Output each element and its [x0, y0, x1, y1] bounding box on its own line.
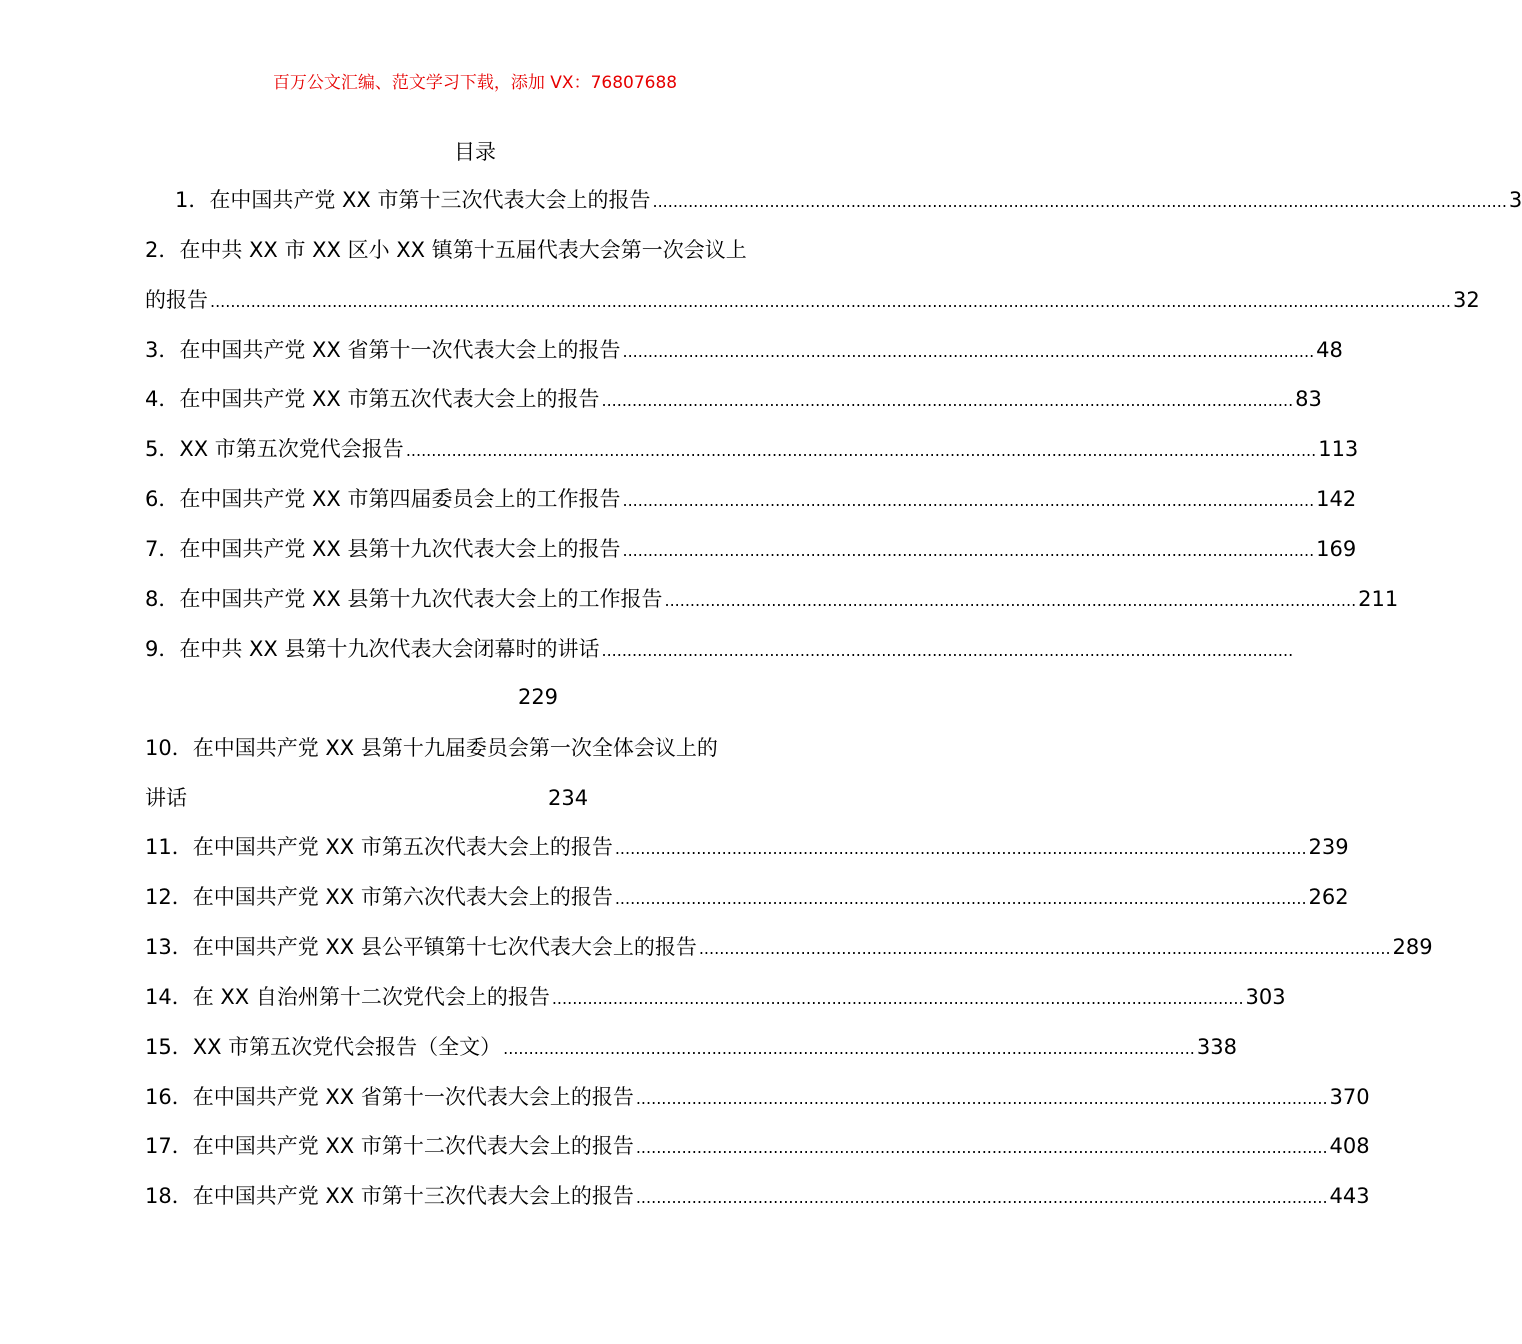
toc-entry-page: 3 [1508, 188, 1522, 212]
toc-entry[interactable] [145, 434, 1359, 464]
toc-entry[interactable] [145, 1181, 1370, 1211]
toc-entry-title: 13．在中国共产党 XX 县公平镇第十七次代表大会上的报告 [145, 935, 697, 959]
toc-entry-title: 讲话 [145, 786, 187, 810]
toc-entry-title: 1．在中国共产党 XX 市第十三次代表大会上的报告 [175, 188, 651, 212]
toc-entry[interactable] [145, 1032, 1237, 1062]
leader-dots: ........................................................................................................................................ [601, 641, 1294, 660]
toc-entry-title: 6．在中国共产党 XX 市第四届委员会上的工作报告 [145, 487, 621, 511]
leader-dots: ........................................................................................................................................ [698, 939, 1391, 958]
toc-entry-page: 48 [1316, 338, 1343, 362]
toc-entry-title: 7．在中国共产党 XX 县第十九次代表大会上的报告 [145, 537, 621, 561]
toc-entry-page: 303 [1245, 985, 1286, 1009]
leader-dots: ........................................................................................................................................ [551, 989, 1244, 1008]
leader-dots: ........................................................................................................................................ [635, 1089, 1328, 1108]
toc-entry-page: 169 [1316, 537, 1357, 561]
toc-entry[interactable] [145, 285, 1480, 315]
toc-entry-title: 9．在中共 XX 县第十九次代表大会闭幕时的讲话 [145, 637, 600, 661]
toc-entry-title: 5．XX 市第五次党代会报告 [145, 437, 404, 461]
toc-entry[interactable] [145, 484, 1357, 514]
toc-entry-title[interactable]: 10．在中国共产党 XX 县第十九届委员会第一次全体会议上的 [145, 736, 718, 760]
toc-entry-page: 370 [1329, 1085, 1370, 1109]
leader-dots: ........................................................................................................................................ [503, 1039, 1195, 1058]
toc-entry[interactable] [145, 634, 1294, 664]
leader-dots: ........................................................................................................................................ [614, 839, 1307, 858]
toc-entry-page: 338 [1196, 1035, 1237, 1059]
toc-entry[interactable] [145, 1082, 1370, 1112]
toc-entry-title: 18．在中国共产党 XX 市第十三次代表大会上的报告 [145, 1184, 634, 1208]
toc-entry-title[interactable]: 2．在中共 XX 市 XX 区小 XX 镇第十五届代表大会第一次会议上 [145, 238, 747, 262]
leader-dots: ........................................................................................................................................ [622, 491, 1315, 510]
toc-entry-title: 15．XX 市第五次党代会报告（全文） [145, 1035, 502, 1059]
toc-entry-page: 262 [1308, 885, 1349, 909]
toc-entry-title: 8．在中国共产党 XX 县第十九次代表大会上的工作报告 [145, 587, 663, 611]
toc-entry-page: 234 [548, 786, 589, 810]
toc-entry-page: 443 [1329, 1184, 1370, 1208]
toc-entry-page: 211 [1358, 587, 1399, 611]
toc-entry-title: 3．在中国共产党 XX 省第十一次代表大会上的报告 [145, 338, 621, 362]
toc-entry-page: 83 [1295, 387, 1322, 411]
toc-entry-page: 142 [1316, 487, 1357, 511]
leader-dots: ........................................................................................................................................ [622, 342, 1315, 361]
toc-entry[interactable] [145, 932, 1433, 962]
toc-entry[interactable] [145, 832, 1349, 862]
toc-entry-title: 14．在 XX 自治州第十二次党代会上的报告 [145, 985, 550, 1009]
leader-dots: ........................................................................................................................................................................ [652, 192, 1507, 211]
toc-entry-title: 12．在中国共产党 XX 市第六次代表大会上的报告 [145, 885, 613, 909]
toc-entry[interactable] [145, 335, 1343, 365]
leader-dots: ........................................................................................................................................ [622, 541, 1315, 560]
toc-entry[interactable] [145, 534, 1357, 564]
leader-dots: .................................................................................................................................................................................................................................................... [210, 292, 1451, 311]
leader-dots: ........................................................................................................................................ [614, 889, 1307, 908]
toc-entry-page: 408 [1329, 1134, 1370, 1158]
toc-entry-page: 113 [1318, 437, 1359, 461]
toc-entry-page: 289 [1392, 935, 1433, 959]
toc-entry-title: 的报告 [145, 288, 208, 312]
watermark-header: 百万公文汇编、范文学习下载，添加 VX：76807688 [272, 73, 678, 93]
leader-dots: ................................................................................................................................................................................... [405, 441, 1317, 460]
toc-entry-title: 17．在中国共产党 XX 市第十二次代表大会上的报告 [145, 1134, 634, 1158]
toc-entry[interactable] [145, 882, 1349, 912]
leader-dots: ........................................................................................................................................ [635, 1138, 1328, 1157]
toc-entry[interactable] [145, 1131, 1370, 1161]
leader-dots: ........................................................................................................................................ [635, 1188, 1328, 1207]
toc-entry[interactable] [175, 185, 1522, 215]
toc-entry-page: 239 [1308, 835, 1349, 859]
toc-title: 目录 [454, 140, 496, 164]
toc-entry[interactable] [145, 584, 1399, 614]
leader-dots: ........................................................................................................................................ [601, 391, 1294, 410]
toc-entry-page: 32 [1452, 288, 1480, 312]
toc-entry-page: 229 [517, 685, 559, 709]
leader-dots: ........................................................................................................................................ [664, 591, 1357, 610]
toc-entry[interactable] [145, 384, 1322, 414]
toc-entry[interactable] [145, 982, 1286, 1012]
toc-entry-title: 4．在中国共产党 XX 市第五次代表大会上的报告 [145, 387, 600, 411]
toc-entry-title: 11．在中国共产党 XX 市第五次代表大会上的报告 [145, 835, 613, 859]
toc-entry-title: 16．在中国共产党 XX 省第十一次代表大会上的报告 [145, 1085, 634, 1109]
